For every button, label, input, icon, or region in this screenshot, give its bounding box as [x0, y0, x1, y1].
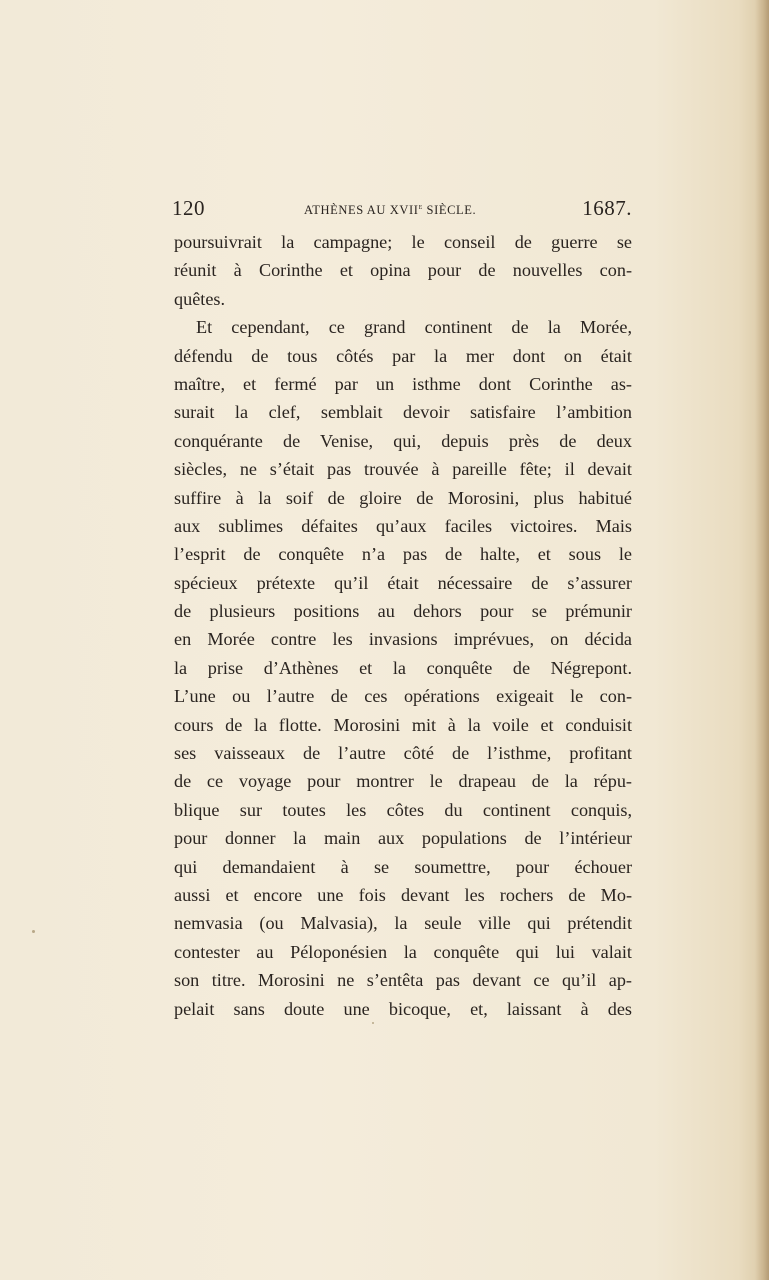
- running-title: [304, 202, 476, 218]
- text-line: pelait sans doute une bicoque, et, laissant à des: [174, 998, 632, 1019]
- text-line: L’une ou l’autre de ces opérations exigeait le con-: [174, 686, 632, 707]
- text-line: siècles, ne s’était pas trouvée à pareille fête; il devait: [174, 459, 632, 480]
- running-title-suffix: SIÈCLE.: [422, 203, 477, 218]
- paper-speck: [372, 1022, 374, 1024]
- text-line: suffire à la soif de gloire de Morosini, plus habitué: [174, 487, 632, 508]
- text-line: quêtes.: [174, 288, 226, 309]
- body-text: [174, 228, 632, 1023]
- text-line: cours de la flotte. Morosini mit à la voile et conduisit: [174, 714, 632, 735]
- text-line: aussi et encore une fois devant les rochers de Mo-: [174, 884, 632, 905]
- text-line: qui demandaient à se soumettre, pour échouer: [174, 856, 632, 877]
- page-number: 120: [172, 196, 205, 220]
- page-edge-shadow: [755, 0, 769, 1280]
- text-line: maître, et fermé par un isthme dont Corinthe as-: [174, 373, 632, 394]
- text-line: conquérante de Venise, qui, depuis près de deux: [174, 430, 632, 451]
- text-line: poursuivrait la campagne; le conseil de guerre se: [174, 232, 632, 252]
- running-title-prefix: ATHÈNES AU XVII: [304, 203, 419, 218]
- text-line: son titre. Morosini ne s’entêta pas devant ce qu’il ap-: [174, 970, 632, 991]
- text-line: de ce voyage pour montrer le drapeau de la répu-: [174, 771, 632, 792]
- text-line: en Morée contre les invasions imprévues, on décida: [174, 629, 632, 650]
- paragraph-first-line: Et cependant, ce grand continent de la Morée,: [196, 317, 632, 338]
- page-year: 1687.: [582, 196, 632, 220]
- text-line: nemvasia (ou Malvasia), la seule ville qui prétendit: [174, 913, 632, 934]
- text-line: pour donner la main aux populations de l’intérieur: [174, 828, 632, 849]
- text-line: spécieux prétexte qu’il était nécessaire de s’assurer: [174, 572, 632, 593]
- text-line: l’esprit de conquête n’a pas de halte, et sous le: [174, 544, 632, 565]
- text-line: ses vaisseaux de l’autre côté de l’isthme, profitant: [174, 743, 632, 764]
- text-line: blique sur toutes les côtes du continent conquis,: [174, 799, 632, 820]
- text-line: défendu de tous côtés par la mer dont on était: [174, 345, 632, 366]
- text-line: surait la clef, semblait devoir satisfaire l’ambition: [174, 402, 632, 423]
- running-title-superscript: e: [418, 202, 423, 211]
- text-line: contester au Péloponésien la conquête qui lui valait: [174, 941, 632, 962]
- text-line: de plusieurs positions au dehors pour se prémunir: [174, 601, 632, 622]
- text-line: la prise d’Athènes et la conquête de Négrepont.: [174, 657, 632, 678]
- paper-speck: [32, 930, 35, 933]
- text-line: réunit à Corinthe et opina pour de nouvelles con-: [174, 260, 632, 281]
- text-line: aux sublimes défaites qu’aux faciles victoires. Mais: [174, 515, 632, 536]
- page-header: [172, 196, 632, 226]
